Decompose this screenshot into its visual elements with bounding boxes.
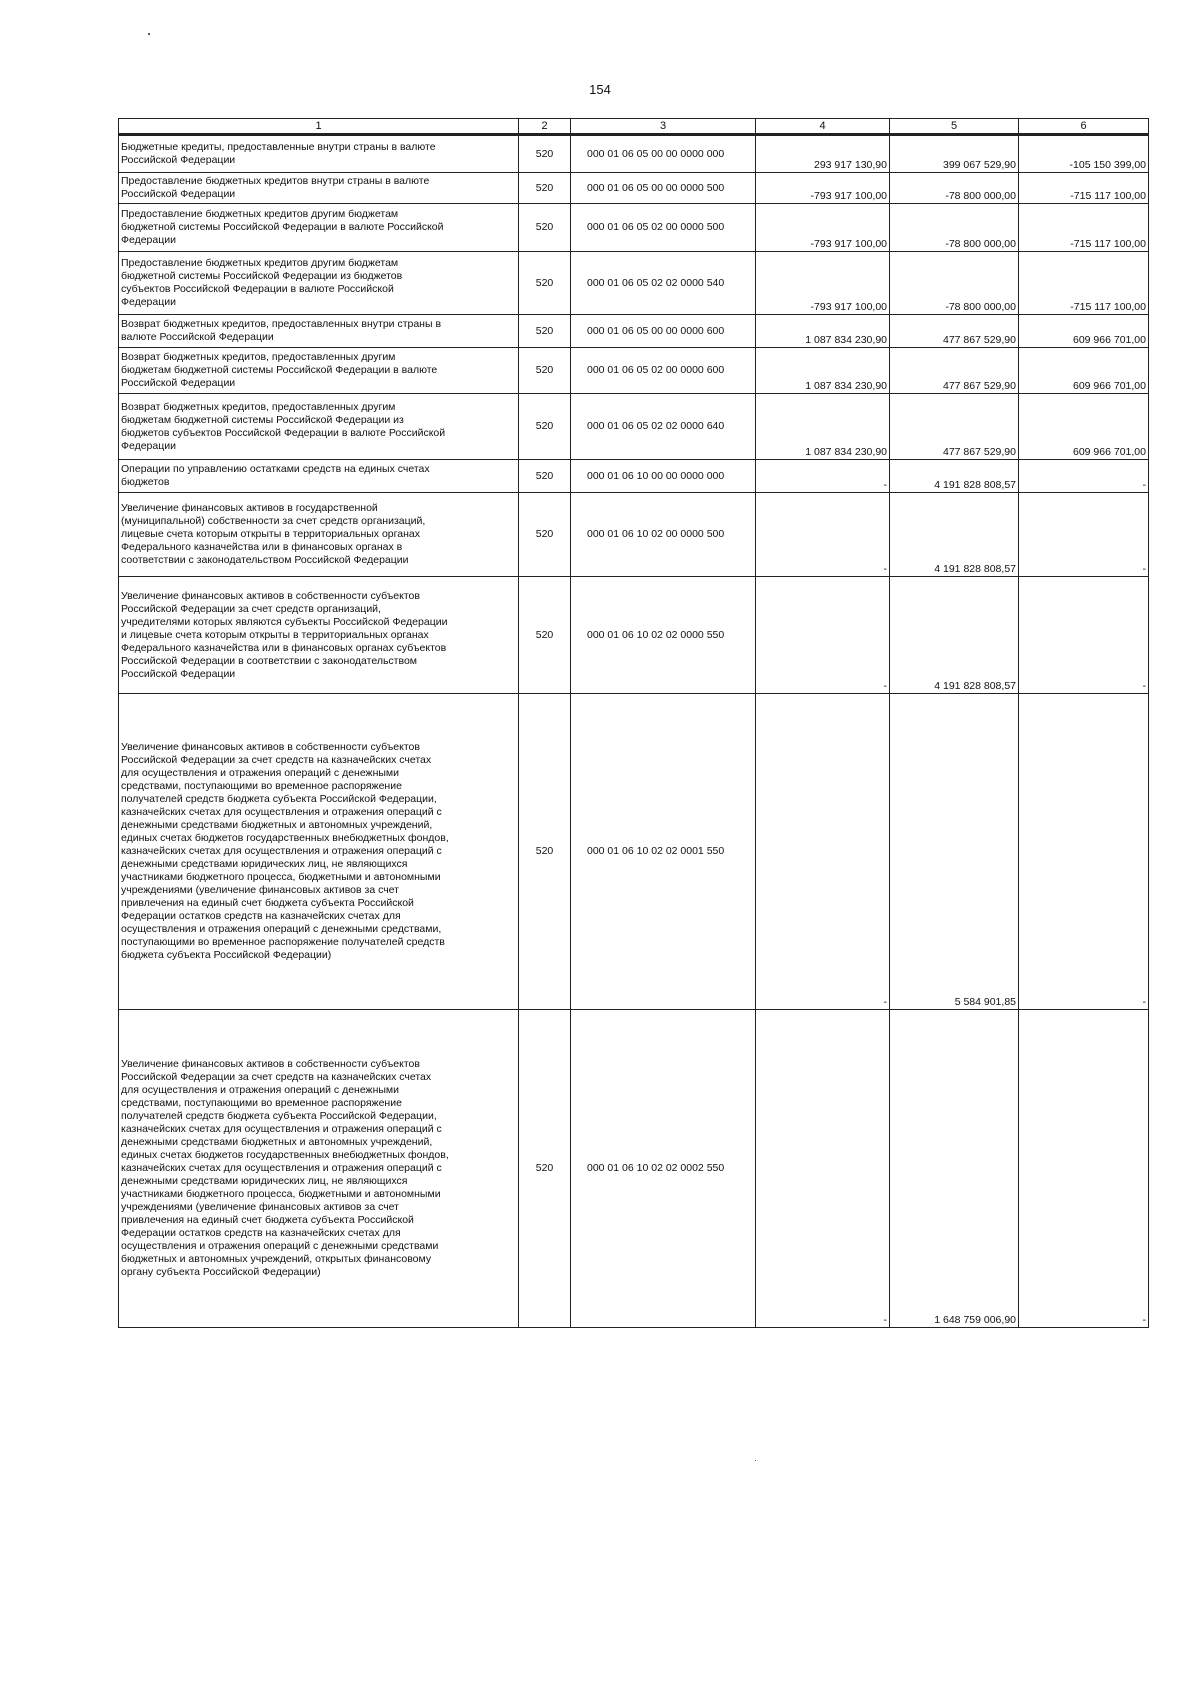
row-budget-code: 000 01 06 05 02 00 0000 600 bbox=[571, 348, 756, 394]
row-description: Предоставление бюджетных кредитов внутри страны в валюте Российской Федерации bbox=[119, 173, 519, 204]
table-row bbox=[119, 493, 1149, 577]
page-number: 154 bbox=[589, 82, 611, 97]
table-row bbox=[119, 694, 1149, 1010]
row-value-col6: - bbox=[1019, 1010, 1149, 1328]
row-value-col4: - bbox=[756, 493, 890, 577]
row-value-col5: -78 800 000,00 bbox=[890, 252, 1019, 315]
row-value-col6: -715 117 100,00 bbox=[1019, 204, 1149, 252]
table-row bbox=[119, 1010, 1149, 1328]
row-budget-code: 000 01 06 05 00 00 0000 500 bbox=[571, 173, 756, 204]
row-description: Увеличение финансовых активов в собственности субъектов Российской Федерации за счет средств организаций, учредителями которых являются субъекты Российской Федерации и лицевые счета которым открыты в территориальных органах Федерального казначейства или в финансовых органах субъектов Российской Федерации в соответствии с законодательством Российской Федерации bbox=[119, 577, 519, 694]
table-row bbox=[119, 252, 1149, 315]
row-budget-code: 000 01 06 05 02 02 0000 640 bbox=[571, 394, 756, 460]
row-code: 520 bbox=[519, 135, 571, 173]
row-value-col6: -715 117 100,00 bbox=[1019, 252, 1149, 315]
row-value-col4: 293 917 130,90 bbox=[756, 135, 890, 173]
row-code: 520 bbox=[519, 394, 571, 460]
row-code: 520 bbox=[519, 577, 571, 694]
row-code: 520 bbox=[519, 348, 571, 394]
row-code: 520 bbox=[519, 460, 571, 493]
row-value-col4: 1 087 834 230,90 bbox=[756, 315, 890, 348]
row-value-col5: 4 191 828 808,57 bbox=[890, 577, 1019, 694]
row-code: 520 bbox=[519, 1010, 571, 1328]
row-value-col4: - bbox=[756, 460, 890, 493]
row-code: 520 bbox=[519, 204, 571, 252]
table-row bbox=[119, 173, 1149, 204]
table-row bbox=[119, 204, 1149, 252]
row-description: Предоставление бюджетных кредитов другим бюджетам бюджетной системы Российской Федерации в валюте Российской Федерации bbox=[119, 204, 519, 252]
row-value-col5: -78 800 000,00 bbox=[890, 204, 1019, 252]
column-header-1: 1 bbox=[119, 119, 519, 135]
row-value-col6: -715 117 100,00 bbox=[1019, 173, 1149, 204]
row-budget-code: 000 01 06 10 02 02 0002 550 bbox=[571, 1010, 756, 1328]
scan-speck bbox=[755, 1460, 756, 1461]
table-row bbox=[119, 348, 1149, 394]
budget-table bbox=[118, 118, 1149, 1328]
row-value-col5: 5 584 901,85 bbox=[890, 694, 1019, 1010]
column-header-6: 6 bbox=[1019, 119, 1149, 135]
row-description: Возврат бюджетных кредитов, предоставленных внутри страны в валюте Российской Федерации bbox=[119, 315, 519, 348]
row-value-col4: - bbox=[756, 577, 890, 694]
column-header-3: 3 bbox=[571, 119, 756, 135]
table-row bbox=[119, 135, 1149, 173]
table-header-row bbox=[119, 119, 1149, 135]
column-header-4: 4 bbox=[756, 119, 890, 135]
row-value-col4: -793 917 100,00 bbox=[756, 252, 890, 315]
row-value-col4: 1 087 834 230,90 bbox=[756, 348, 890, 394]
row-code: 520 bbox=[519, 493, 571, 577]
row-value-col5: 4 191 828 808,57 bbox=[890, 493, 1019, 577]
row-description: Возврат бюджетных кредитов, предоставленных другим бюджетам бюджетной системы Российской Федерации из бюджетов субъектов Российской Федерации в валюте Российской Федерации bbox=[119, 394, 519, 460]
row-description: Предоставление бюджетных кредитов другим бюджетам бюджетной системы Российской Федерации из бюджетов субъектов Российской Федерации в валюте Российской Федерации bbox=[119, 252, 519, 315]
table-row bbox=[119, 394, 1149, 460]
row-budget-code: 000 01 06 05 00 00 0000 600 bbox=[571, 315, 756, 348]
row-budget-code: 000 01 06 05 02 02 0000 540 bbox=[571, 252, 756, 315]
row-value-col5: 477 867 529,90 bbox=[890, 315, 1019, 348]
row-code: 520 bbox=[519, 252, 571, 315]
row-value-col5: 477 867 529,90 bbox=[890, 348, 1019, 394]
row-value-col6: - bbox=[1019, 577, 1149, 694]
row-value-col5: 4 191 828 808,57 bbox=[890, 460, 1019, 493]
row-value-col6: 609 966 701,00 bbox=[1019, 394, 1149, 460]
table-row bbox=[119, 577, 1149, 694]
row-value-col6: -105 150 399,00 bbox=[1019, 135, 1149, 173]
row-description: Бюджетные кредиты, предоставленные внутри страны в валюте Российской Федерации bbox=[119, 135, 519, 173]
row-value-col4: - bbox=[756, 694, 890, 1010]
scan-speck bbox=[148, 33, 150, 35]
row-code: 520 bbox=[519, 694, 571, 1010]
row-description: Увеличение финансовых активов в собственности субъектов Российской Федерации за счет средств на казначейских счетах для осуществления и отражения операций с денежными средствами, поступающими во временное распоряжение получателей средств бюджета субъекта Российской Федерации, казначейских счетах для осуществления и отражения операций с денежными средствами бюджетных и автономных учреждений, единых счетах бюджетов государственных внебюджетных фондов, казначейских счетах для осуществления и отражения операций с денежными средствами юридических лиц, не являющихся участниками бюджетного процесса, бюджетными и автономными учреждениями (увеличение финансовых активов за счет привлечения на единый счет бюджета субъекта Российской Федерации остатков средств на казначейских счетах для осуществления и отражения операций с денежными средствами бюджетных и автономных учреждений, открытых финансовому органу субъекта Российской Федерации) bbox=[119, 1010, 519, 1328]
row-budget-code: 000 01 06 10 02 02 0000 550 bbox=[571, 577, 756, 694]
row-value-col6: 609 966 701,00 bbox=[1019, 348, 1149, 394]
row-value-col4: -793 917 100,00 bbox=[756, 173, 890, 204]
row-value-col6: - bbox=[1019, 694, 1149, 1010]
row-budget-code: 000 01 06 05 00 00 0000 000 bbox=[571, 135, 756, 173]
column-header-2: 2 bbox=[519, 119, 571, 135]
row-budget-code: 000 01 06 10 02 00 0000 500 bbox=[571, 493, 756, 577]
row-code: 520 bbox=[519, 173, 571, 204]
row-value-col6: - bbox=[1019, 493, 1149, 577]
row-value-col4: -793 917 100,00 bbox=[756, 204, 890, 252]
row-value-col4: 1 087 834 230,90 bbox=[756, 394, 890, 460]
table-row bbox=[119, 460, 1149, 493]
row-value-col5: 477 867 529,90 bbox=[890, 394, 1019, 460]
row-code: 520 bbox=[519, 315, 571, 348]
row-description: Операции по управлению остатками средств на единых счетах бюджетов bbox=[119, 460, 519, 493]
row-value-col6: 609 966 701,00 bbox=[1019, 315, 1149, 348]
row-value-col4: - bbox=[756, 1010, 890, 1328]
row-description: Увеличение финансовых активов в собственности субъектов Российской Федерации за счет средств на казначейских счетах для осуществления и отражения операций с денежными средствами, поступающими во временное распоряжение получателей средств бюджета субъекта Российской Федерации, казначейских счетах для осуществления и отражения операций с денежными средствами бюджетных и автономных учреждений, единых счетах бюджетов государственных внебюджетных фондов, казначейских счетах для осуществления и отражения операций с денежными средствами юридических лиц, не являющихся участниками бюджетного процесса, бюджетными и автономными учреждениями (увеличение финансовых активов за счет привлечения на единый счет бюджета субъекта Российской Федерации остатков средств на казначейских счетах для осуществления и отражения операций с денежными средствами, поступающими во временное распоряжение получателей средств бюджета субъекта Российской Федерации) bbox=[119, 694, 519, 1010]
row-value-col6: - bbox=[1019, 460, 1149, 493]
row-description: Увеличение финансовых активов в государственной (муниципальной) собственности за счет средств организаций, лицевые счета которым открыты в территориальных органах Федерального казначейства или в финансовых органах в соответствии с законодательством Российской Федерации bbox=[119, 493, 519, 577]
row-budget-code: 000 01 06 10 02 02 0001 550 bbox=[571, 694, 756, 1010]
column-header-5: 5 bbox=[890, 119, 1019, 135]
row-budget-code: 000 01 06 10 00 00 0000 000 bbox=[571, 460, 756, 493]
row-value-col5: 1 648 759 006,90 bbox=[890, 1010, 1019, 1328]
row-budget-code: 000 01 06 05 02 00 0000 500 bbox=[571, 204, 756, 252]
row-value-col5: 399 067 529,90 bbox=[890, 135, 1019, 173]
row-description: Возврат бюджетных кредитов, предоставленных другим бюджетам бюджетной системы Российской Федерации в валюте Российской Федерации bbox=[119, 348, 519, 394]
table-row bbox=[119, 315, 1149, 348]
row-value-col5: -78 800 000,00 bbox=[890, 173, 1019, 204]
